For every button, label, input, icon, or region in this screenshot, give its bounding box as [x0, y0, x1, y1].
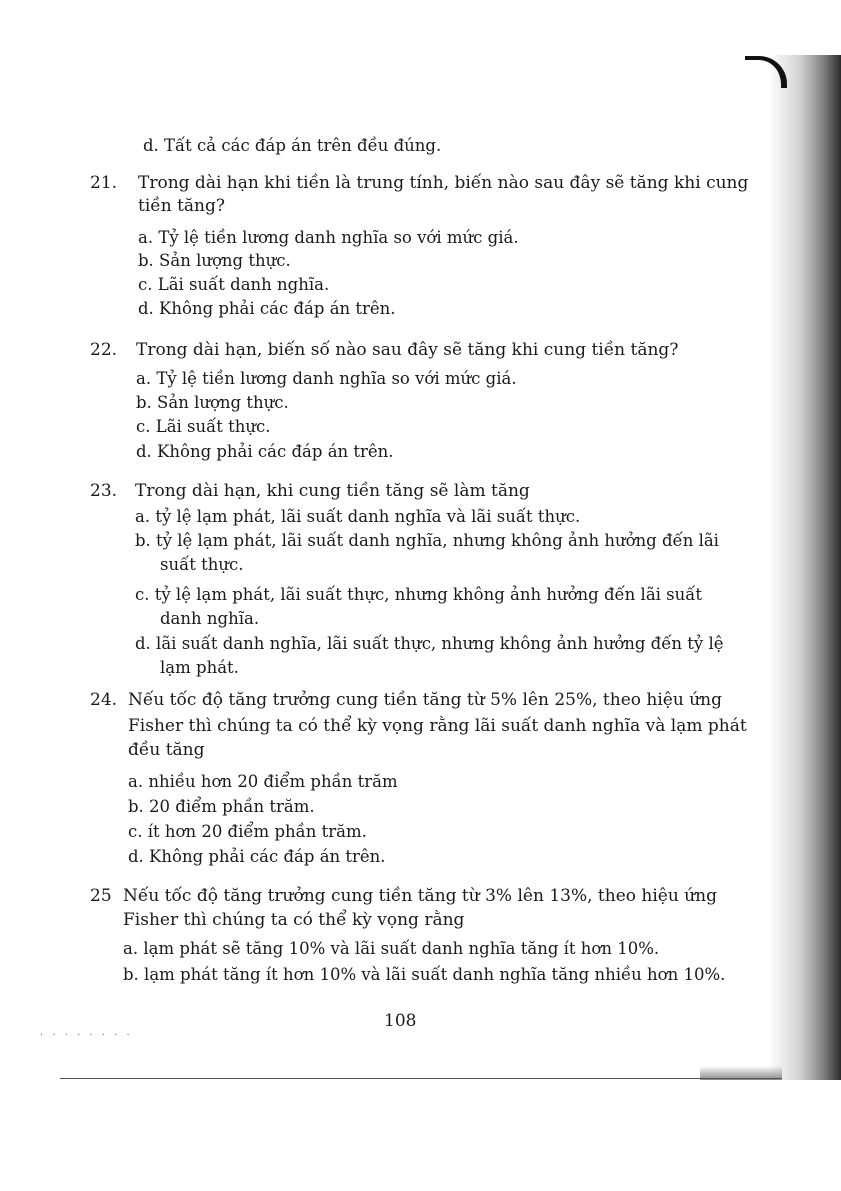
question-text: Nếu tốc độ tăng trưởng cung tiền tăng từ 5% lên 25%, theo hiệu ứng — [128, 690, 722, 710]
question-text: Fisher thì chúng ta có thể kỳ vọng rằng lãi suất danh nghĩa và lạm phát — [128, 716, 747, 736]
question-number: 23. — [90, 481, 118, 501]
question-text: Trong dài hạn khi tiền là trung tính, biến nào sau đây sẽ tăng khi cung — [138, 173, 749, 193]
answer-option: c. Lãi suất danh nghĩa. — [138, 275, 330, 294]
answer-option: b. tỷ lệ lạm phát, lãi suất danh nghĩa, nhưng không ảnh hưởng đến lãi — [135, 531, 719, 550]
question-number: 22. — [90, 340, 118, 360]
answer-option: d. Tất cả các đáp án trên đều đúng. — [143, 136, 442, 155]
answer-option: c. tỷ lệ lạm phát, lãi suất thực, nhưng không ảnh hưởng đến lãi suất — [135, 585, 703, 604]
page-bottom-edge — [60, 1078, 782, 1079]
answer-option: c. ít hơn 20 điểm phần trăm. — [128, 822, 367, 841]
answer-option: lạm phát. — [160, 658, 239, 677]
question-number: 25 — [90, 886, 112, 906]
answer-option: suất thực. — [160, 555, 244, 574]
question-text: đều tăng — [128, 740, 205, 760]
answer-option: c. Lãi suất thực. — [136, 417, 271, 436]
answer-option: d. Không phải các đáp án trên. — [128, 847, 386, 866]
answer-option: d. Không phải các đáp án trên. — [138, 299, 396, 318]
question-text: Trong dài hạn, biến số nào sau đây sẽ tăng khi cung tiền tăng? — [136, 340, 679, 360]
answer-option: b. lạm phát tăng ít hơn 10% và lãi suất danh nghĩa tăng nhiều hơn 10%. — [123, 965, 726, 984]
question-text: Fisher thì chúng ta có thể kỳ vọng rằng — [123, 910, 465, 930]
answer-option: d. Không phải các đáp án trên. — [136, 442, 394, 461]
answer-option: danh nghĩa. — [160, 609, 260, 628]
question-text: Nếu tốc độ tăng trưởng cung tiền tăng từ 3% lên 13%, theo hiệu ứng — [123, 886, 717, 906]
scan-noise: · · · · · · · · — [40, 1030, 133, 1041]
question-number: 21. — [90, 173, 118, 193]
answer-option: b. 20 điểm phần trăm. — [128, 797, 315, 816]
question-number: 24. — [90, 690, 118, 710]
answer-option: a. Tỷ lệ tiền lương danh nghĩa so với mức giá. — [136, 369, 517, 388]
answer-option: b. Sản lượng thực. — [136, 393, 289, 412]
question-text: tiền tăng? — [138, 196, 225, 216]
answer-option: a. tỷ lệ lạm phát, lãi suất danh nghĩa và lãi suất thực. — [135, 507, 581, 526]
answer-option: b. Sản lượng thực. — [138, 251, 291, 270]
page-number: 108 — [384, 1011, 417, 1031]
answer-option: a. Tỷ lệ tiền lương danh nghĩa so với mức giá. — [138, 228, 519, 247]
question-text: Trong dài hạn, khi cung tiền tăng sẽ làm tăng — [135, 481, 530, 501]
answer-option: a. nhiều hơn 20 điểm phần trăm — [128, 772, 398, 791]
answer-option: d. lãi suất danh nghĩa, lãi suất thực, nhưng không ảnh hưởng đến tỷ lệ — [135, 634, 724, 653]
answer-option: a. lạm phát sẽ tăng 10% và lãi suất danh nghĩa tăng ít hơn 10%. — [123, 939, 660, 958]
binding-shadow — [769, 55, 841, 1080]
